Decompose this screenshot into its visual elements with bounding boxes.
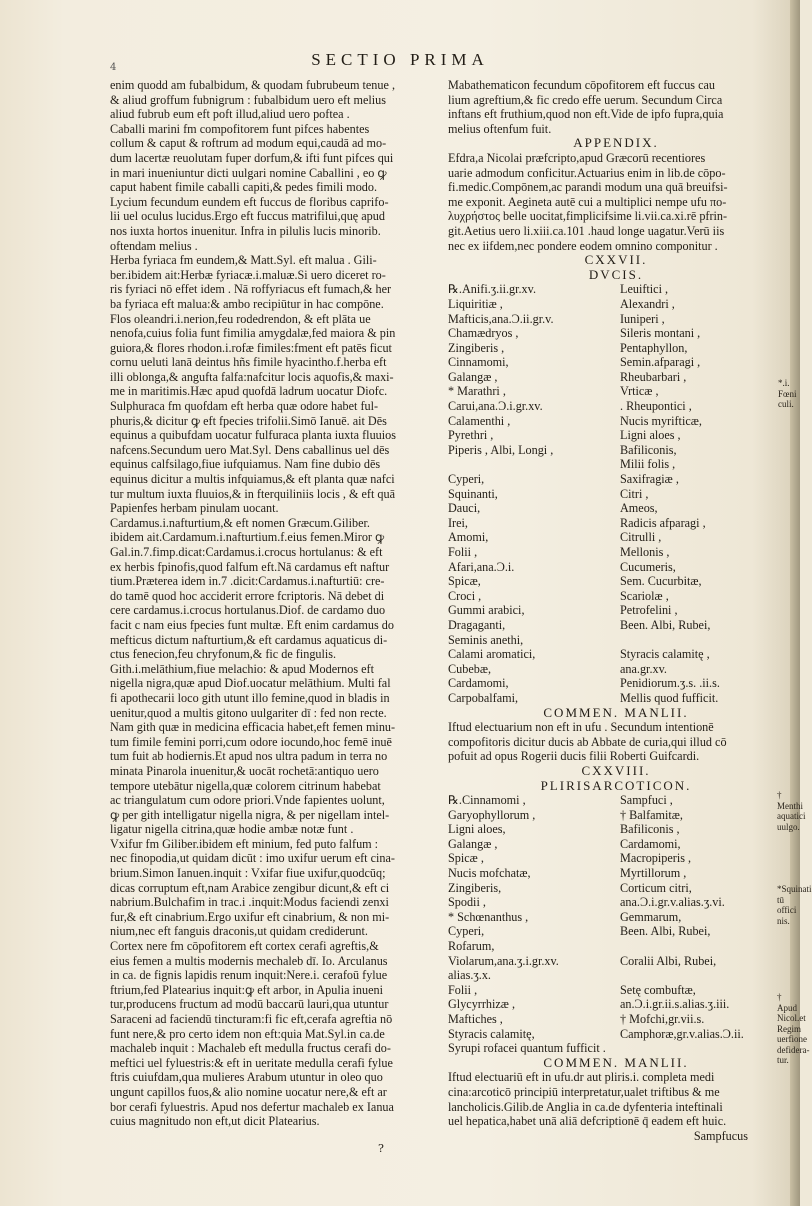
text-line: tur multum iuxta fluuios,& in fterquiliniis locis , & eft quā: [110, 486, 396, 501]
ingredient-item: Calamenthi ,: [448, 413, 511, 428]
ingredient-item: Styracis calamitę ,: [620, 647, 710, 662]
text-line: caput habent fimile caballi capiti,& pedes fimili modo.: [110, 180, 378, 195]
ingredient-item: * Marathri ,: [448, 384, 506, 399]
text-line: Cortex nere fm cōpofitorem eft cortex cerafi agreftis,&: [110, 939, 379, 954]
ingredient-item: Cyperi,: [448, 924, 485, 939]
text-line: tium.Præterea idem in.7 .dicit:Cardamus.i.nafturtiū: cre-: [110, 574, 385, 589]
ingredient-item: Petrofelini ,: [620, 603, 678, 618]
text-line: pofuit ad opus Rogerii ducis filii Roberti Guifcardi.: [448, 749, 700, 764]
ingredient-item: Dauci,: [448, 501, 481, 516]
ingredient-item: . Rheupontici ,: [620, 399, 692, 414]
text-line: funt nere,& pro certo idem non eft:quia Mat.Syl.in ca.de: [110, 1026, 385, 1041]
ingredient-item: an.Ɔ.i.gr.ii.s.alias.ʒ.iii.: [620, 997, 730, 1012]
ingredient-item: * Schœnanthus ,: [448, 909, 529, 924]
text-line: lii uel oculus lucidus.Ergo eft fuccus matrifilui,quę apud: [110, 209, 385, 224]
right-column: [448, 78, 784, 1143]
ingredient-item: Penidiorum.ʒ.s. .ii.s.: [620, 676, 720, 691]
margin-note-3: *Squinati tū offici nis.: [777, 884, 812, 926]
ingredient-item: Garyophyllorum ,: [448, 807, 536, 822]
section2-recipe-list: [448, 793, 784, 1056]
ingredient-item: Seminis anethi,: [448, 632, 524, 647]
ingredient-item: Syrupi rofacei quantum fufficit .: [448, 1041, 606, 1056]
text-line: nium,nec eft fanguis draconis,ut quidam crediderunt.: [110, 924, 368, 939]
ingredient-item: ℞.Anifi.ʒ.ii.gr.xv.: [448, 282, 536, 297]
ingredient-item: Amomi,: [448, 530, 489, 545]
text-line: nenofa,cuius folia funt fimilia amygdalæ,fed maiora & pin: [110, 326, 396, 341]
ingredient-item: Mellis quod fufficit.: [620, 690, 719, 705]
text-line: in mari inueniuntur dicti uulgari nomine Caballini , eo ꝙ: [110, 165, 387, 180]
text-line: nec ex iifdem,nec pondere eodem omnino componitur .: [448, 238, 718, 253]
ingredient-item: Squinanti,: [448, 486, 498, 501]
text-line: cornu ueluti lanā deintus hñs fimile hyacintho.f.herba eft: [110, 355, 387, 370]
ingredient-item: ana.gr.xv.: [620, 661, 667, 676]
appendix-text: [448, 151, 784, 253]
ingredient-item: Dragaganti,: [448, 617, 506, 632]
text-line: me in maritimis.Hæc apud quofdā ladrum uocatur Diofc.: [110, 384, 388, 399]
text-line: in ca. de fignis lapidis renum inquit:Nere.i. cerafoū fylue: [110, 968, 388, 983]
text-line: Iftud electuariū eft in ufu.dr aut pliris.i. completa medi: [448, 1070, 715, 1085]
ingredient-item: Sampfuci ,: [620, 793, 673, 808]
catchword: Sampfucus: [693, 1128, 748, 1143]
text-line: uenitur,quod a multis gitono uulgariter dī : fed non recte.: [110, 705, 387, 720]
ingredient-item: ana.Ɔ.i.gr.v.alias.ʒ.vi.: [620, 895, 725, 910]
ingredient-item: Spicæ,: [448, 574, 481, 589]
text-line: tum fuit ab hodiernis.Et apud nos ultra padum in terra no: [110, 749, 388, 764]
ingredient-item: Zingiberis ,: [448, 340, 505, 355]
ingredient-item: Cucumeris,: [620, 559, 676, 574]
ingredient-item: Galangæ ,: [448, 836, 498, 851]
text-line: minata Pinarola inuenitur,& uocāt rochetā:antiquo uero: [110, 763, 379, 778]
commentary2-text: [448, 1070, 784, 1128]
ingredient-item: Carpobalfami,: [448, 690, 519, 705]
ingredient-item: Vrticæ ,: [620, 384, 659, 399]
ingredient-item: Nucis mofchatæ,: [448, 866, 531, 881]
text-line: nabrium.Bulchafim in trac.i .inquit:Modus faciendi zenxi: [110, 895, 389, 910]
text-line: aliud fubrub eum eft poft illud,aliud uero poftea .: [110, 107, 350, 122]
text-line: fi apothecarii loco gith utunt illo femine,quod in bladis in: [110, 690, 390, 705]
ingredient-item: Sem. Cucurbitæ,: [620, 574, 702, 589]
ingredient-item: Iuniperi ,: [620, 311, 665, 326]
margin-note-4: † Apud Nicol.et Regim uerfione defidera-tur.: [777, 992, 810, 1065]
text-line: mefticus dictum nafturtium,& eft cardamus aquaticus di-: [110, 632, 388, 647]
ingredient-item: Ameos,: [620, 501, 658, 516]
text-line: inftans eft fruthium,quod non eft.Vide de ipfo fupra,quia: [448, 107, 724, 122]
text-line: equinus a quibufdam uocatur fulfuraca planta iuxta fluuios: [110, 428, 396, 443]
text-line: dicas corruptum eft,nam Arabice zengibur dicunt,& eft ci: [110, 880, 390, 895]
text-line: Caballi marini fm compofitorem funt pifces habentes: [110, 121, 370, 136]
ingredient-item: Been. Albi, Rubei,: [620, 924, 711, 939]
ingredient-item: Spicæ ,: [448, 851, 484, 866]
text-line: facit c nam eius fpecies funt multæ. Eft enim cardamus do: [110, 617, 394, 632]
ingredient-item: Glycyrrhizæ ,: [448, 997, 516, 1012]
text-line: cuius magnitudo non eft,ut dicit Platearius.: [110, 1114, 320, 1129]
ingredient-item: Cubebæ,: [448, 661, 491, 676]
ingredient-item: Been. Albi, Rubei,: [620, 617, 711, 632]
ingredient-item: Violarum,ana.ʒ.i.gr.xv.: [448, 953, 559, 968]
text-line: cina:arcoticō principiū interpretatur,ualet triftibus & me: [448, 1084, 720, 1099]
ingredient-item: Pyrethri ,: [448, 428, 494, 443]
text-line: brium.Simon Ianuen.inquit : Vxifar fiue uxifur,quodcūq;: [110, 866, 386, 881]
ingredient-item: Corticum citri,: [620, 880, 692, 895]
text-line: tur,producens fructum ad modū baccarū lauri,qua utuntur: [110, 997, 389, 1012]
text-line: fur,& eft cinabrium.Ergo uxifur eft cinabrium, & non mi-: [110, 909, 390, 924]
text-line: fi.medic.Compōnem,ac parandi modum una quā breuifsi-: [448, 180, 728, 195]
ingredient-item: Chamædryos ,: [448, 326, 519, 341]
text-line: ftris cuiufdam,qua mulieres Arabum utuntur in oleo quo: [110, 1070, 383, 1085]
ingredient-item: Nucis myrifticæ,: [620, 413, 702, 428]
ingredient-item: Afari,ana.Ɔ.i.: [448, 559, 515, 574]
ingredient-item: Camphoræ,gr.v.alias.Ɔ.ii.: [620, 1026, 744, 1041]
text-line: phuris,& dicitur ꝙ eft fpecies trifolii.Simō Ianuē. ait Dēs: [110, 413, 387, 428]
margin-note-2: † Menthi aquatici uulgo.: [777, 790, 806, 832]
text-line: ungunt capillos fuos,& alio nomine uocatur nere,& eft ar: [110, 1084, 387, 1099]
ingredient-item: Folii ,: [448, 545, 478, 559]
appendix-heading: APPENDIX.: [573, 135, 659, 151]
section2-title: PLIRISARCOTICON.: [540, 777, 692, 793]
ingredient-item: Maftiches ,: [448, 1012, 503, 1026]
text-line: & aliud groffum fubnigrum : fubalbidum uero eft melius: [110, 92, 386, 107]
ingredient-item: Gummi arabici,: [448, 603, 525, 618]
text-line: Efdra,a Nicolai præfcripto,apud Græcorū recentiores: [448, 150, 706, 165]
running-head: SECTIO PRIMA: [311, 50, 489, 69]
text-line: melius oftenfum fuit.: [448, 121, 552, 136]
text-line: Papienfes herbam pinulam uocant.: [110, 501, 279, 516]
text-line: Iftud electuarium non eft in ufu . Secundum intentionē: [448, 720, 714, 735]
ingredient-item: Radicis afparagi ,: [620, 515, 706, 530]
text-line: oftendam melius .: [110, 238, 198, 253]
text-line: Sulphuraca fm quofdam eft herba quæ odore habet ful-: [110, 399, 379, 414]
text-line: git.Aetius uero li.xiii.ca.101 .haud longe uagatur.Verū iis: [448, 223, 725, 238]
text-line: ibidem ait.Cardamum.i.nafturtium.f.eius femen.Miror ꝙ: [110, 530, 385, 545]
text-line: ctus fenecion,feu chryfonum,& fic de fingulis.: [110, 647, 337, 662]
ingredient-item: [620, 939, 784, 954]
ingredient-item: Mafticis,ana.Ɔ.ii.gr.v.: [448, 311, 554, 326]
ingredient-item: Citrulli ,: [620, 530, 662, 545]
page-number: ?: [378, 1142, 384, 1155]
ingredient-item: † Balfamitæ,: [620, 807, 683, 822]
text-line: eius femen a multis modernis mechaleb dī. Io. Arculanus: [110, 953, 388, 968]
text-line: Nam gith quæ in medicina efficacia habet,eft femen minu-: [110, 720, 396, 735]
ingredient-item: Macropiperis ,: [620, 851, 692, 866]
ingredient-item: Semin.afparagi ,: [620, 355, 701, 370]
ingredient-item: Cardamomi,: [448, 676, 509, 691]
ingredient-item: [620, 968, 784, 983]
text-line: ftrium,fed Platearius inquit:ꝙ eft arbor, in Apulia inueni: [110, 982, 384, 997]
ingredient-item: Galangæ ,: [448, 369, 498, 384]
ingredient-item: Myrtillorum ,: [620, 866, 687, 881]
ingredient-item: Liquiritiæ ,: [448, 296, 503, 311]
text-line: enim quodd am fubalbidum, & quodam fubrubeum tenue ,: [110, 78, 395, 92]
text-line: equinus calfsilago,fiue iufquiamus. Nam fine dubio dēs: [110, 457, 381, 472]
text-line: guiora,& flores rhodon.i.rofæ fimiles:fment eft patēs ficut: [110, 340, 392, 355]
ingredient-item: Carui,ana.Ɔ.i.gr.xv.: [448, 399, 543, 414]
ingredient-item: † Mofchi,gr.vii.s.: [620, 1012, 705, 1026]
text-line: collum & caput & roftrum ad modum equi,caudā ad mo-: [110, 136, 387, 151]
text-line: bor cerafi fyluestris. Apud nos defertur machaleb ex Ianua: [110, 1099, 394, 1114]
commentary2-heading: COMMEN. MANLII.: [543, 1054, 689, 1070]
ingredient-item: alias.ʒ.x.: [448, 968, 491, 983]
ingredient-item: [620, 1041, 784, 1056]
ingredient-item: ℞.Cinnamomi ,: [448, 793, 526, 808]
ingredient-item: Saxifragiæ ,: [620, 472, 679, 487]
ingredient-item: Gemmarum,: [620, 909, 682, 924]
ingredient-item: Cyperi,: [448, 472, 485, 487]
ingredient-item: Ligni aloes ,: [620, 428, 681, 443]
ingredient-item: Bafiliconis ,: [620, 822, 680, 837]
ingredient-item: Cinnamomi,: [448, 355, 509, 370]
ingredient-item: Cardamomi,: [620, 836, 681, 851]
text-line: ex herbis fpinofis,quod falfum eft.Nā cardamus eft naftur: [110, 559, 390, 574]
text-line: tum fimile femini porri,cum odore iocundo,hoc femē inuē: [110, 734, 392, 749]
text-line: Gal.in.7.fimp.dicat:Cardamus.i.crocus hortulanus: & eft: [110, 545, 383, 559]
ingredient-item: Scariolæ ,: [620, 588, 669, 603]
ingredient-item: Spodii ,: [448, 895, 486, 910]
text-line: ꝙ per gith intelligatur nigella nigra, & per nigellam intel-: [110, 807, 390, 822]
header-mark: 4: [110, 62, 117, 73]
text-line: lancholicis.Gilib.de Anglia in ca.de dyfenteria inteftinali: [448, 1099, 723, 1114]
text-line: Herba fyriaca fm eundem,& Matt.Syl. eft malua . Gili-: [110, 253, 377, 268]
left-column: [110, 78, 437, 1129]
text-line: dum lacertæ reuolutam fuper dorfum,& ifti funt pifces qui: [110, 150, 394, 165]
text-line: lium agreftium,& fic credo effe uerum. Secundum Circa: [448, 92, 723, 107]
text-line: Lycium fecundum eundem eft fuccus de floribus caprifo-: [110, 194, 389, 209]
text-line: nigella nigra,quæ apud Diof.uocatur melāthium. Multi fal: [110, 676, 391, 691]
text-line: uarie admodum conficitur.Actuarius enim in lib.de cōpo-: [448, 165, 726, 180]
ingredient-item: Sileris montani ,: [620, 326, 701, 341]
ingredient-item: Folii ,: [448, 982, 478, 997]
section1-number: CXXVII.: [584, 252, 648, 268]
text-line: compofitoris dicitur ducis ab Abbate de curia,qui illud cō: [448, 734, 727, 749]
text-line: equinus dicitur a multis infquiamus,& eft planta quæ nafci: [110, 472, 395, 487]
ingredient-item: Setę combuftæ,: [620, 982, 696, 997]
ingredient-item: Rheubarbari ,: [620, 369, 687, 384]
text-line: me exponit. Aegineta autē cui a multiplici nempe ufu πο-: [448, 194, 727, 209]
text-line: meftici uel fyluestris:& eft in ueritate medulla cerafi fylue: [110, 1055, 393, 1070]
text-line: uel hepatica,habet unā aliā defcriptionē q̄ eadem eft huic.: [448, 1114, 727, 1129]
ingredient-item: Citri ,: [620, 486, 649, 501]
section2-number: CXXVIII.: [581, 762, 651, 778]
text-line: nos iuxta hortos inuenitur. Infra in pilulis lucis minorib.: [110, 223, 381, 238]
section1-title: DVCIS.: [588, 266, 644, 282]
text-line: ris fyriaci nō effet idem . Nā roffyriacus eft fumach,& her: [110, 282, 392, 297]
text-line: Mabathematicon fecundum cōpofitorem eft fuccus cau: [448, 78, 716, 92]
ingredient-item: Pentaphyllon,: [620, 340, 688, 355]
text-line: λυχρήστος belle uocitat,fimplicifsime li.vii.ca.xi.rē pfrin-: [448, 209, 728, 224]
ingredient-item: Irei,: [448, 515, 468, 530]
ingredient-item: Coralii Albi, Rubei,: [620, 953, 717, 968]
text-line: ac triangulatum cum odore priori.Vnde fapientes uolunt,: [110, 793, 385, 808]
text-line: cere cardamus.i.crocus hortulanus.Diof. de cardamo duo: [110, 603, 386, 618]
right-intro: [448, 78, 784, 136]
text-line: Cardamus.i.nafturtium,& eft nomen Græcum.Giliber.: [110, 515, 370, 530]
ingredient-item: Zingiberis,: [448, 880, 502, 895]
ingredient-item: Croci ,: [448, 588, 482, 603]
ingredient-item: Bafiliconis,: [620, 442, 677, 457]
ingredient-item: Calami aromatici,: [448, 647, 536, 662]
ingredient-item: Milii folis ,: [620, 457, 676, 472]
text-line: ligatur nigella citrina,quæ hodie ambæ notæ funt .: [110, 822, 354, 837]
text-line: nafcens.Secundum uero Mat.Syl. Dens caballinus uel dēs: [110, 442, 390, 457]
section1-recipe-list: [448, 282, 784, 705]
text-line: illi oblonga,& angufta falfa:nafcitur locis aquofis,& maxi-: [110, 369, 394, 384]
text-line: nec finopodia,ut quidam dicūt : imo uxifur uerum eft cina-: [110, 851, 395, 866]
text-line: Vxifur fm Giliber.ibidem eft minium, fed puto falfum :: [110, 836, 379, 851]
ingredient-item: Rofarum,: [448, 939, 495, 954]
ingredient-item: Leuiftici ,: [620, 282, 669, 297]
ingredient-item: [448, 457, 620, 472]
text-line: do tamē quod hoc acciderit errore fcriptoris. Nā debet di: [110, 588, 385, 603]
text-line: Gith.i.melāthium,fiue melachio: & apud Modernos eft: [110, 661, 375, 676]
ingredient-item: Piperis , Albi, Longi ,: [448, 442, 554, 457]
text-line: Flos oleandri.i.nerion,feu rodedrendon, & eft plāta ue: [110, 311, 371, 326]
text-line: ber.ibidem ait:Herbæ fyriacæ.i.maluæ.Si uero diceret ro-: [110, 267, 386, 282]
text-line: ba fyriaca eft malua:& ambo recipiūtur in hac compōne.: [110, 296, 384, 311]
margin-note-1: *.i. Fœni culi.: [778, 378, 797, 409]
commentary1-heading: COMMEN. MANLII.: [543, 704, 689, 720]
ingredient-item: Styracis calamitę,: [448, 1026, 535, 1041]
commentary1-text: [448, 720, 784, 764]
ingredient-item: Ligni aloes,: [448, 822, 506, 837]
text-line: tempore utebātur nigella,quæ colorem citrinum habebat: [110, 778, 381, 793]
ingredient-item: Alexandri ,: [620, 296, 675, 311]
text-line: Saraceni ad faciendū tincturam:fi fic eft,cerafa agreftia nō: [110, 1012, 393, 1026]
ingredient-item: [620, 633, 784, 648]
ingredient-item: Mellonis ,: [620, 545, 670, 559]
text-line: machaleb inquit : Machaleb eft medulla fructus cerafi do-: [110, 1041, 391, 1056]
